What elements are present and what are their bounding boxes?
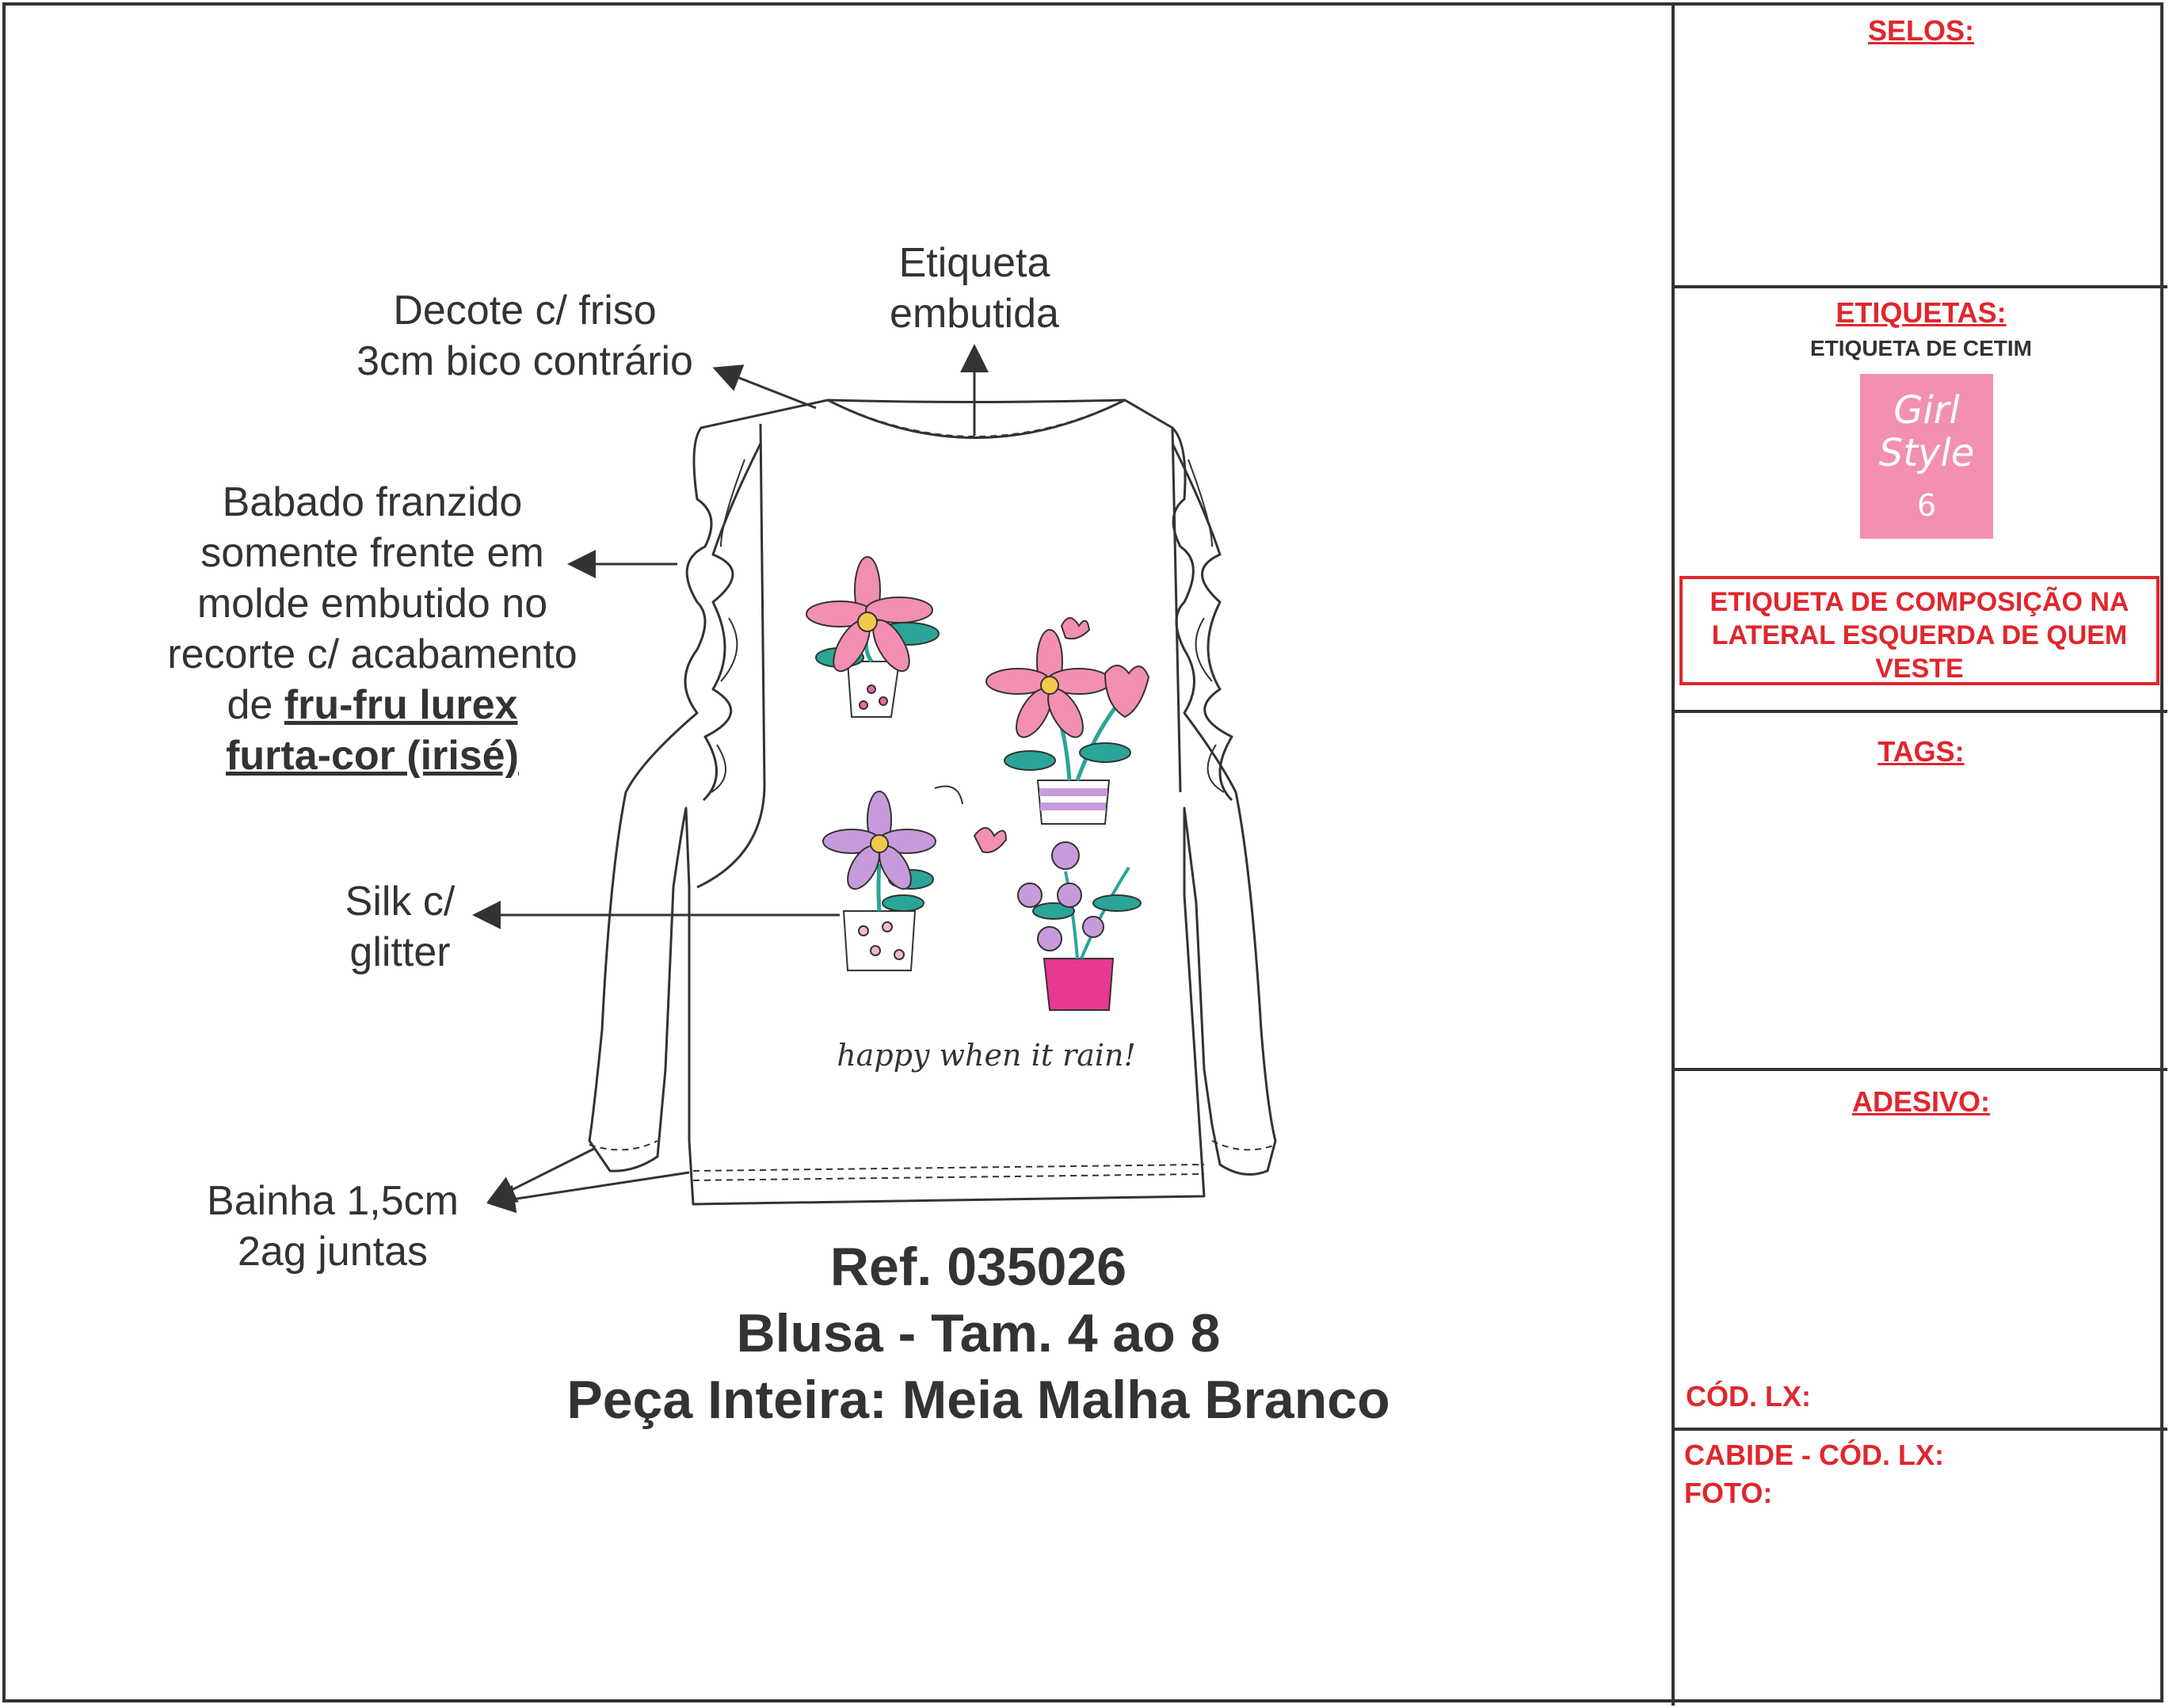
note-line [127, 730, 618, 781]
foto-label: FOTO: [1684, 1477, 1773, 1509]
adesivo-title: ADESIVO: [1851, 1085, 1991, 1118]
section-divider [1672, 1068, 2167, 1071]
note-text: de [227, 682, 273, 728]
note-line: Etiqueta [898, 240, 1050, 286]
label-size: 6 [1916, 488, 1937, 523]
arrow-bainha-hem [491, 1172, 689, 1203]
note-etiqueta [832, 238, 1117, 339]
sidebar-divider [1672, 2, 1675, 1706]
note-line: 3cm bico contrário [356, 338, 693, 384]
hem-stitch [693, 1165, 1204, 1171]
left-ruffle-inner [711, 459, 745, 792]
label-text-line: Style [1878, 431, 1975, 475]
note-line: Decote c/ friso [393, 288, 657, 334]
note-line [127, 680, 618, 730]
section-divider [1672, 1428, 2167, 1431]
etiquetas-title: ETIQUETAS: [1835, 296, 2007, 329]
fabric-description: Peça Inteira: Meia Malha Branco [566, 1370, 1390, 1430]
section-divider [1672, 285, 2167, 288]
note-bold-text: furta-cor (irisé) [226, 733, 519, 779]
composition-label-note: ETIQUETA DE COMPOSIÇÃO NA LATERAL ESQUERDA DE QUEM VESTE [1679, 576, 2159, 685]
note-line: 2ag juntas [238, 1229, 428, 1275]
reference-code: Ref. 035026 [829, 1237, 1127, 1297]
flower-print [806, 557, 1149, 1010]
arrow-bainha-sleeve [491, 1149, 594, 1200]
note-bold-text: fru-fru lurex [284, 682, 518, 728]
cod-lx-label: CÓD. LX: [1686, 1380, 1811, 1413]
note-line: embutida [890, 291, 1059, 337]
product-description: Blusa - Tam. 4 ao 8 [736, 1303, 1221, 1363]
etiqueta-type: ETIQUETA DE CETIM [1810, 336, 2032, 360]
note-line: Silk c/ [345, 879, 456, 925]
note-line: molde embutido no [196, 581, 548, 627]
note-decote [317, 285, 733, 387]
cuff-stitch [589, 1141, 658, 1149]
shirt-body-outline [589, 400, 1275, 1204]
hem-stitch [693, 1174, 1204, 1180]
note-line: somente frente em [200, 530, 544, 576]
cabide-label: CABIDE - CÓD. LX: [1684, 1439, 1944, 1471]
cuff-stitch [1212, 1141, 1275, 1149]
print-slogan: happy when it rain! [837, 1038, 1136, 1073]
satin-label-image [1860, 374, 1993, 539]
note-line: Babado franzido [222, 479, 523, 525]
selos-title: SELOS: [1867, 14, 1974, 47]
tags-title: TAGS: [1877, 735, 1965, 768]
note-line: recorte c/ acabamento [167, 631, 578, 677]
left-seam [697, 424, 764, 887]
section-divider [1672, 710, 2167, 713]
label-text-line: Girl [1893, 388, 1960, 433]
note-silk [301, 876, 499, 978]
note-babado [127, 477, 618, 781]
note-line: Bainha 1,5cm [207, 1178, 459, 1224]
note-line: glitter [349, 929, 451, 975]
